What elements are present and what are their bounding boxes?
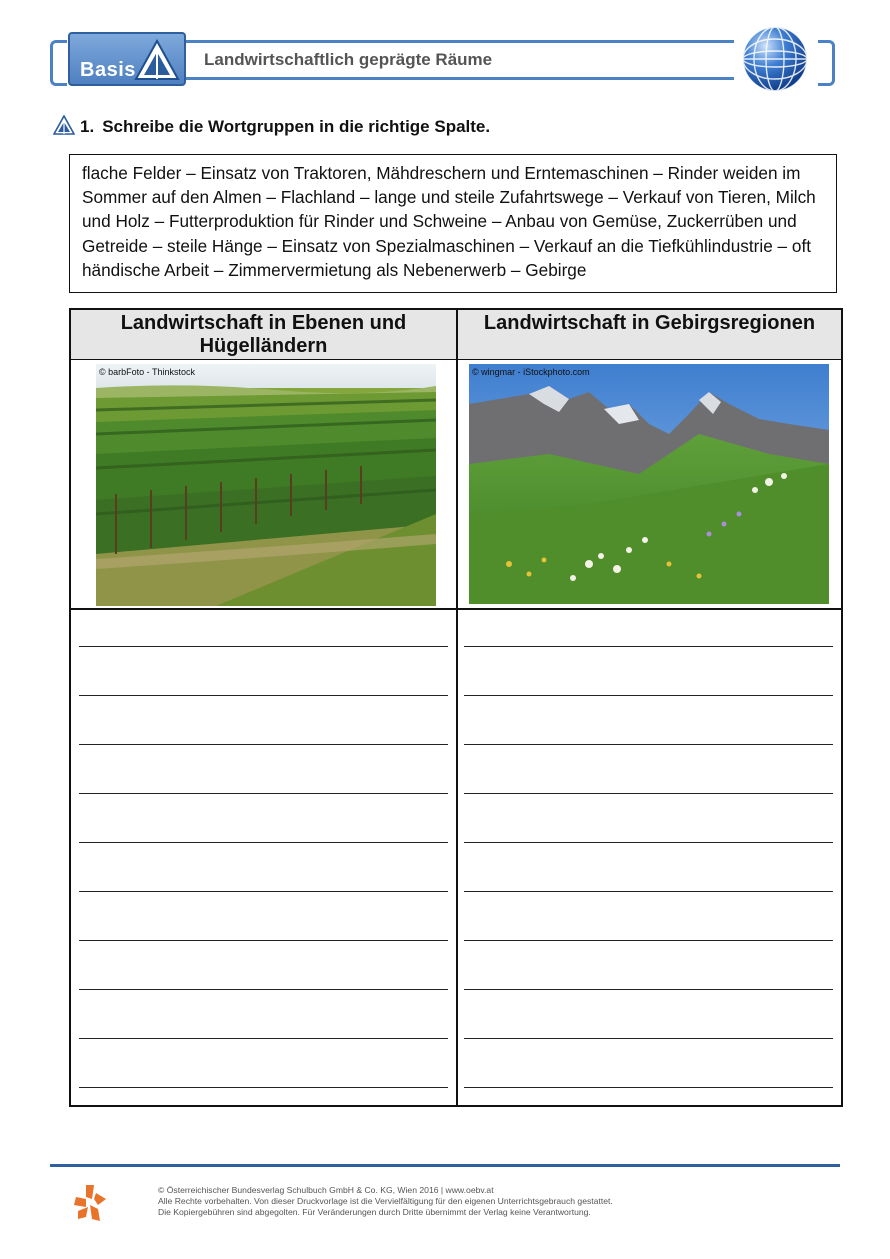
copyright-notice <box>158 1185 613 1218</box>
basis-label: Basis <box>80 59 136 81</box>
header-rule-top <box>186 40 734 43</box>
photo-credit: © barbFoto - Thinkstock <box>99 367 196 377</box>
column-divider <box>456 310 458 1105</box>
task-level-icon <box>53 115 75 135</box>
answer-line[interactable] <box>79 940 448 941</box>
answer-line[interactable] <box>79 793 448 794</box>
copyright-line: © Österreichischer Bundesverlag Schulbuch GmbH & Co. KG, Wien 2016 | www.oebv.at <box>158 1185 494 1195</box>
task-text: Schreibe die Wortgruppen in die richtige Spalte. <box>102 117 491 136</box>
answer-line[interactable] <box>464 1038 833 1039</box>
rights-line: Alle Rechte vorbehalten. Von dieser Druckvorlage ist die Vervielfältigung für den eigenen Unterrichtsgebrauch gestattet. <box>158 1196 613 1206</box>
image-row-border <box>71 608 841 610</box>
answer-line[interactable] <box>464 891 833 892</box>
word-bank: flache Felder – Einsatz von Traktoren, Mähdreschern und Erntemaschinen – Rinder weiden im Sommer auf den Almen – Flachland – lange und steile Zufahrtswege – Verkauf von Tieren, Milch und Holz – Futterproduktion für Rinder und Schweine – Anbau von Gemüse, Zuckerrüben und Getreide – steile Hänge – Einsatz von Spezialmaschinen – Verkauf an die Tiefkühlindustrie – oft händische Arbeit – Zimmervermietung als Nebenerwerb – Gebirge <box>69 154 837 293</box>
answer-line[interactable] <box>79 1087 448 1088</box>
answer-line[interactable] <box>464 695 833 696</box>
mountain-illustration <box>469 364 829 604</box>
answer-line[interactable] <box>79 695 448 696</box>
column-title-lowlands: Landwirtschaft in Ebenen und Hügelländern <box>120 312 407 357</box>
task-number: 1. <box>80 117 95 136</box>
answer-line[interactable] <box>464 744 833 745</box>
answer-line[interactable] <box>464 1087 833 1088</box>
column-title-mountains: Landwirtschaft in Gebirgsregionen <box>483 312 816 334</box>
answer-line[interactable] <box>464 646 833 647</box>
answer-line[interactable] <box>79 842 448 843</box>
answer-line[interactable] <box>79 891 448 892</box>
basis-badge <box>68 32 186 86</box>
answer-line[interactable] <box>79 989 448 990</box>
answer-line[interactable] <box>464 940 833 941</box>
answer-line[interactable] <box>79 744 448 745</box>
task-instruction <box>80 117 490 137</box>
answer-line[interactable] <box>79 1038 448 1039</box>
level-triangle-icon <box>134 38 180 82</box>
photo-vineyard <box>96 364 436 606</box>
sorting-table <box>69 308 843 1107</box>
answer-line[interactable] <box>464 989 833 990</box>
answer-line[interactable] <box>464 842 833 843</box>
publisher-logo-icon <box>72 1183 110 1223</box>
answer-line[interactable] <box>464 793 833 794</box>
globe-icon <box>741 25 809 93</box>
page-title: Landwirtschaftlich geprägte Räume <box>204 50 493 69</box>
header-rule-bottom <box>186 77 734 80</box>
photo-credit: © wingmar - iStockphoto.com <box>472 367 590 377</box>
header-bracket-right <box>818 40 835 86</box>
answer-line[interactable] <box>79 646 448 647</box>
footer-rule <box>50 1164 840 1167</box>
header-bracket-left <box>50 40 67 86</box>
photo-mountains <box>469 364 829 604</box>
fees-line: Die Kopiergebühren sind abgegolten. Für Veränderungen durch Dritte übernimmt der Verlag keine Verantwortung. <box>158 1207 591 1217</box>
vineyard-illustration <box>96 364 436 606</box>
